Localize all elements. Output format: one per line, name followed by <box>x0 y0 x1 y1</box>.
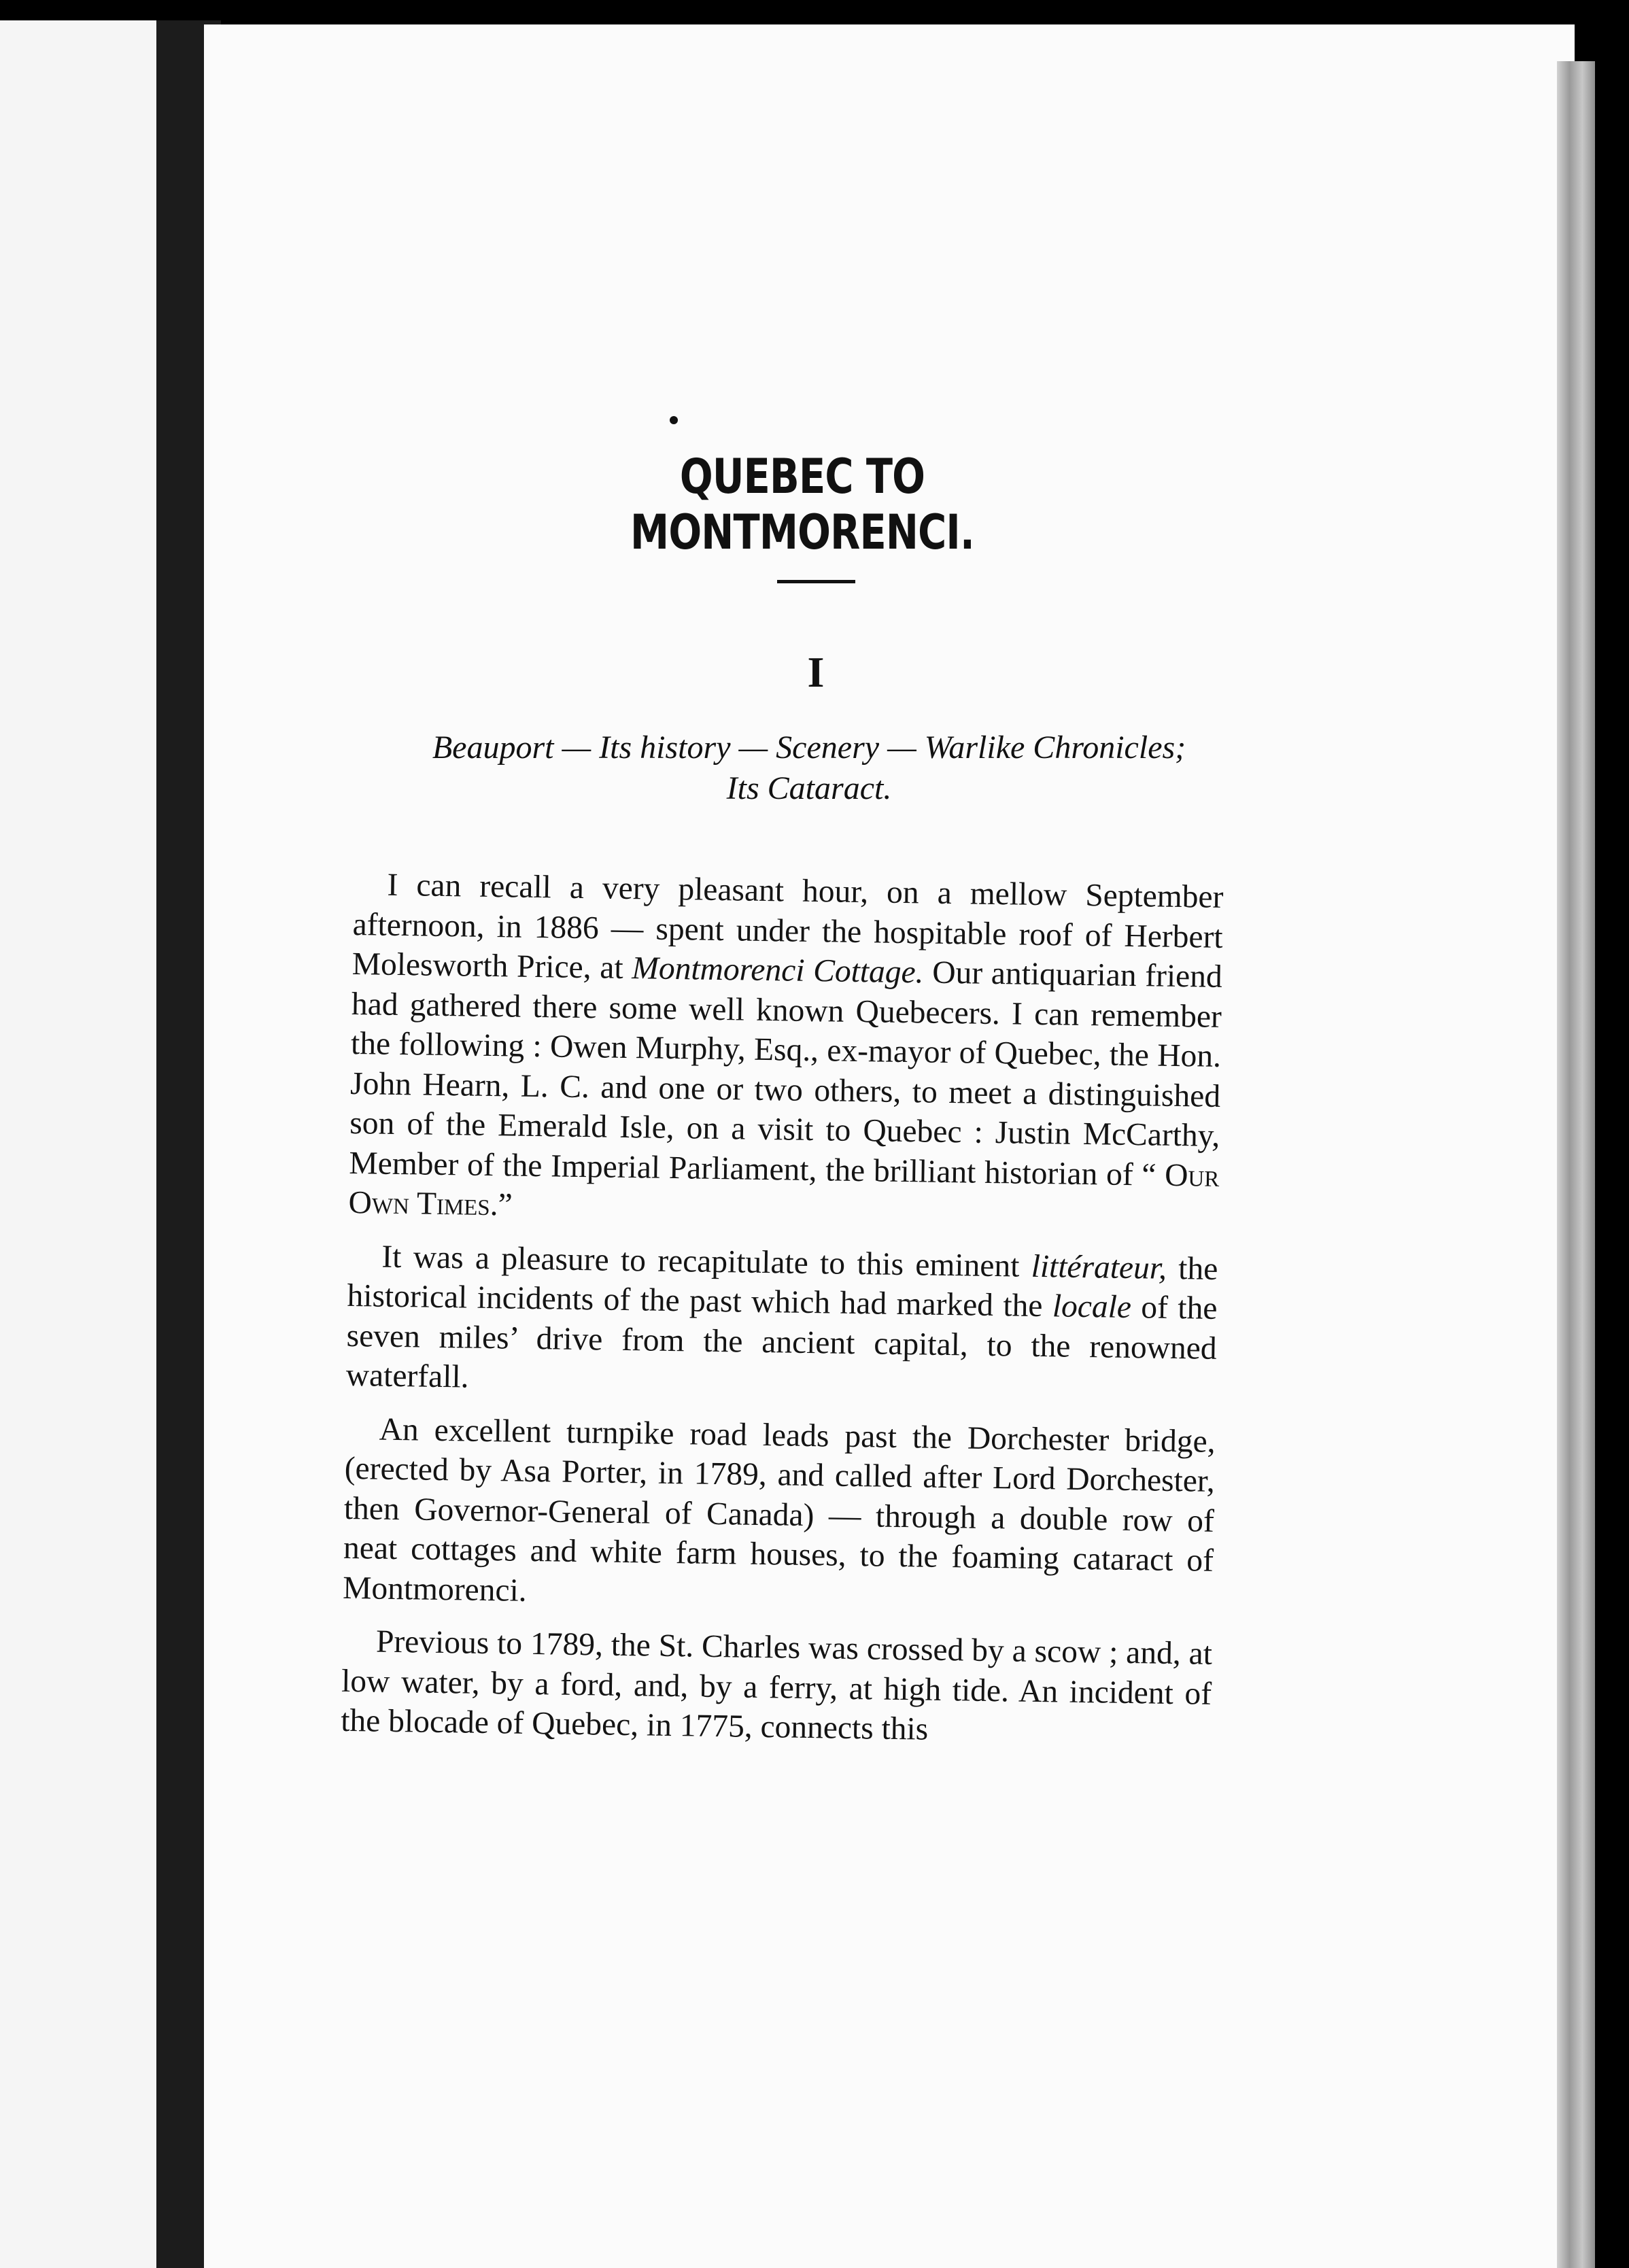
paragraph-1 <box>348 865 1224 1235</box>
chapter-subtitle <box>367 727 1251 809</box>
paragraph-1-italic: Montmorenci Cottage. <box>631 950 924 991</box>
page-edge <box>1557 61 1595 2268</box>
body-text <box>341 865 1224 1767</box>
ornament-dot <box>670 416 678 424</box>
paragraph-2 <box>345 1236 1218 1408</box>
paragraph-2-text-b: the historical incidents of the past which had marked the <box>347 1250 1218 1324</box>
subtitle-line-2: Its Cataract. <box>726 770 892 806</box>
paragraph-2-italic-b: locale <box>1052 1288 1132 1326</box>
paragraph-2-italic-a: littérateur, <box>1031 1248 1167 1286</box>
paragraph-1-text-b: Our antiquarian friend had gathered there some well known Quebecers. I can remember the following : Owen Murphy, Esq., ex-mayor of Quebec, the Hon. John Hearn, L. C. and one or two others, to meet a distinguished son of the Emerald Isle, on a visit to Quebec : Justin McCarthy, Member of the Imperial Parliament, the brilliant historian of <box>349 955 1223 1192</box>
paragraph-2-text-c: of the seven miles’ drive from the ancient capital, to the renowned waterfall. <box>345 1290 1218 1395</box>
paragraph-3: An excellent turnpike road leads past the Dorchester bridge, (erected by Asa Porter, in 1789, and called after Lord Dorchester, then Governor-General of Canada) — through a double row of neat cottages and white farm houses, to the foaming cataract of Montmorenci. <box>342 1411 1216 1609</box>
subtitle-line-1: Beauport — Its history — Scenery — Warlike Chronicles; <box>432 729 1186 766</box>
chapter-numeral: I <box>807 648 825 696</box>
paragraph-1-text-a: I can recall a very pleasant hour, on a mellow September afternoon, in 1886 — spent under the hospitable roof of Herbert Molesworth Price, at <box>351 867 1224 986</box>
title-rule <box>777 580 855 583</box>
page-title: QUEBEC TO MONTMORENCI. <box>630 449 974 560</box>
book-title-reference: “ Our Own Times.” <box>348 1156 1220 1223</box>
paragraph-4: Previous to 1789, the St. Charles was crossed by a scow ; and, at low water, by a ford, and, by a ferry, at high tide. An incident of the blocade of Quebec, in 1775, connects this <box>340 1623 1213 1747</box>
paragraph-2-text-a: It was a pleasure to recapitulate to this eminent <box>381 1239 1032 1284</box>
